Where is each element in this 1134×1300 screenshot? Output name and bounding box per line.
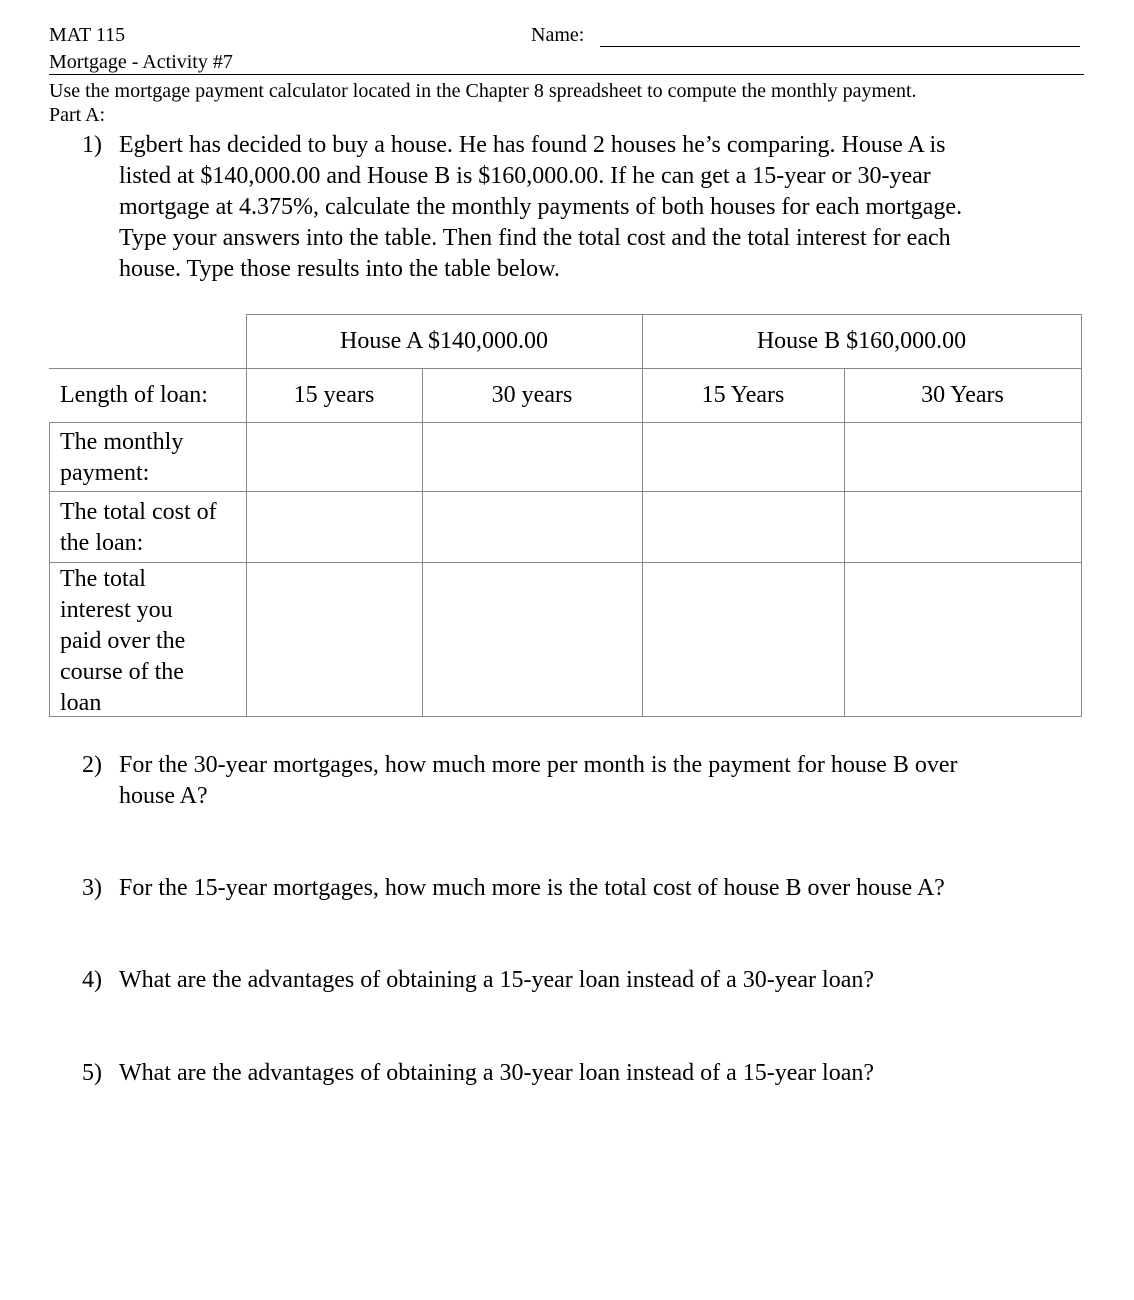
answer-cell-b30-interest[interactable] [845, 563, 1081, 716]
part-label: Part A: [49, 104, 106, 126]
question-line: For the 30-year mortgages, how much more per month is the payment for house B over [119, 752, 958, 778]
label-line: The monthly [60, 429, 184, 455]
question-line: house. Type those results into the table below. [119, 256, 560, 282]
house-b-header: House B $160,000.00 [756, 328, 967, 354]
label-line: course of the [60, 659, 184, 685]
answer-cell-a15-interest[interactable] [247, 563, 422, 716]
table-line [49, 422, 50, 717]
label-line: payment: [60, 460, 150, 486]
question-line: What are the advantages of obtaining a 15-year loan instead of a 30-year loan? [119, 967, 875, 993]
answer-cell-b30-monthly[interactable] [845, 423, 1081, 491]
question-text [119, 750, 957, 812]
label-line: paid over the [60, 628, 186, 654]
question-text [119, 965, 874, 996]
question-text [119, 1058, 874, 1089]
label-line: the loan: [60, 530, 144, 556]
activity-title: Mortgage - Activity #7 [49, 51, 233, 73]
answer-cell-b15-interest[interactable] [643, 563, 844, 716]
question-line: For the 15-year mortgages, how much more is the total cost of house B over house A? [119, 875, 945, 901]
answer-cell-b30-total[interactable] [845, 492, 1081, 562]
term-house-b-30: 30 Years [921, 382, 1004, 408]
answer-cell-a30-monthly[interactable] [423, 423, 642, 491]
question-text [119, 130, 962, 285]
name-label: Name: [531, 24, 585, 46]
house-a-header: House A $140,000.00 [339, 328, 548, 354]
total-interest-label [60, 564, 185, 719]
question-number: 3) [82, 875, 102, 901]
question-number: 1) [82, 132, 102, 158]
label-line: The total [60, 566, 146, 592]
monthly-payment-label [60, 427, 183, 489]
term-house-a-30: 30 years [491, 382, 573, 408]
question-line: mortgage at 4.375%, calculate the monthly payments of both houses for each mortgage. [119, 194, 963, 220]
question-line: Type your answers into the table. Then find the total cost and the total interest for each [119, 225, 951, 251]
question-line: What are the advantages of obtaining a 30-year loan instead of a 15-year loan? [119, 1060, 875, 1086]
course-code: MAT 115 [49, 24, 126, 46]
name-field-line[interactable] [600, 46, 1080, 47]
answer-cell-a30-interest[interactable] [423, 563, 642, 716]
label-line: interest you [60, 597, 173, 623]
question-line: house A? [119, 783, 208, 809]
answer-cell-b15-total[interactable] [643, 492, 844, 562]
length-of-loan-label: Length of loan: [60, 382, 208, 408]
label-line: loan [60, 690, 102, 716]
question-line: Egbert has decided to buy a house. He has found 2 houses he’s comparing. House A is [119, 132, 946, 158]
question-number: 4) [82, 967, 102, 993]
answer-cell-a15-monthly[interactable] [247, 423, 422, 491]
table-line [49, 368, 1082, 369]
header-divider [49, 74, 1084, 75]
question-number: 5) [82, 1060, 102, 1086]
table-line [49, 716, 1082, 717]
question-number: 2) [82, 752, 102, 778]
answer-cell-a15-total[interactable] [247, 492, 422, 562]
instruction-text: Use the mortgage payment calculator located in the Chapter 8 spreadsheet to compute the monthly payment. [49, 80, 917, 102]
question-line: listed at $140,000.00 and House B is $160,000.00. If he can get a 15-year or 30-year [119, 163, 931, 189]
answer-cell-b15-monthly[interactable] [643, 423, 844, 491]
total-cost-label [60, 497, 217, 559]
question-text [119, 873, 945, 904]
table-line [1081, 314, 1082, 717]
label-line: The total cost of [60, 499, 217, 525]
table-line [246, 314, 1082, 315]
answer-cell-a30-total[interactable] [423, 492, 642, 562]
term-house-a-15: 15 years [293, 382, 375, 408]
term-house-b-15: 15 Years [701, 382, 785, 408]
